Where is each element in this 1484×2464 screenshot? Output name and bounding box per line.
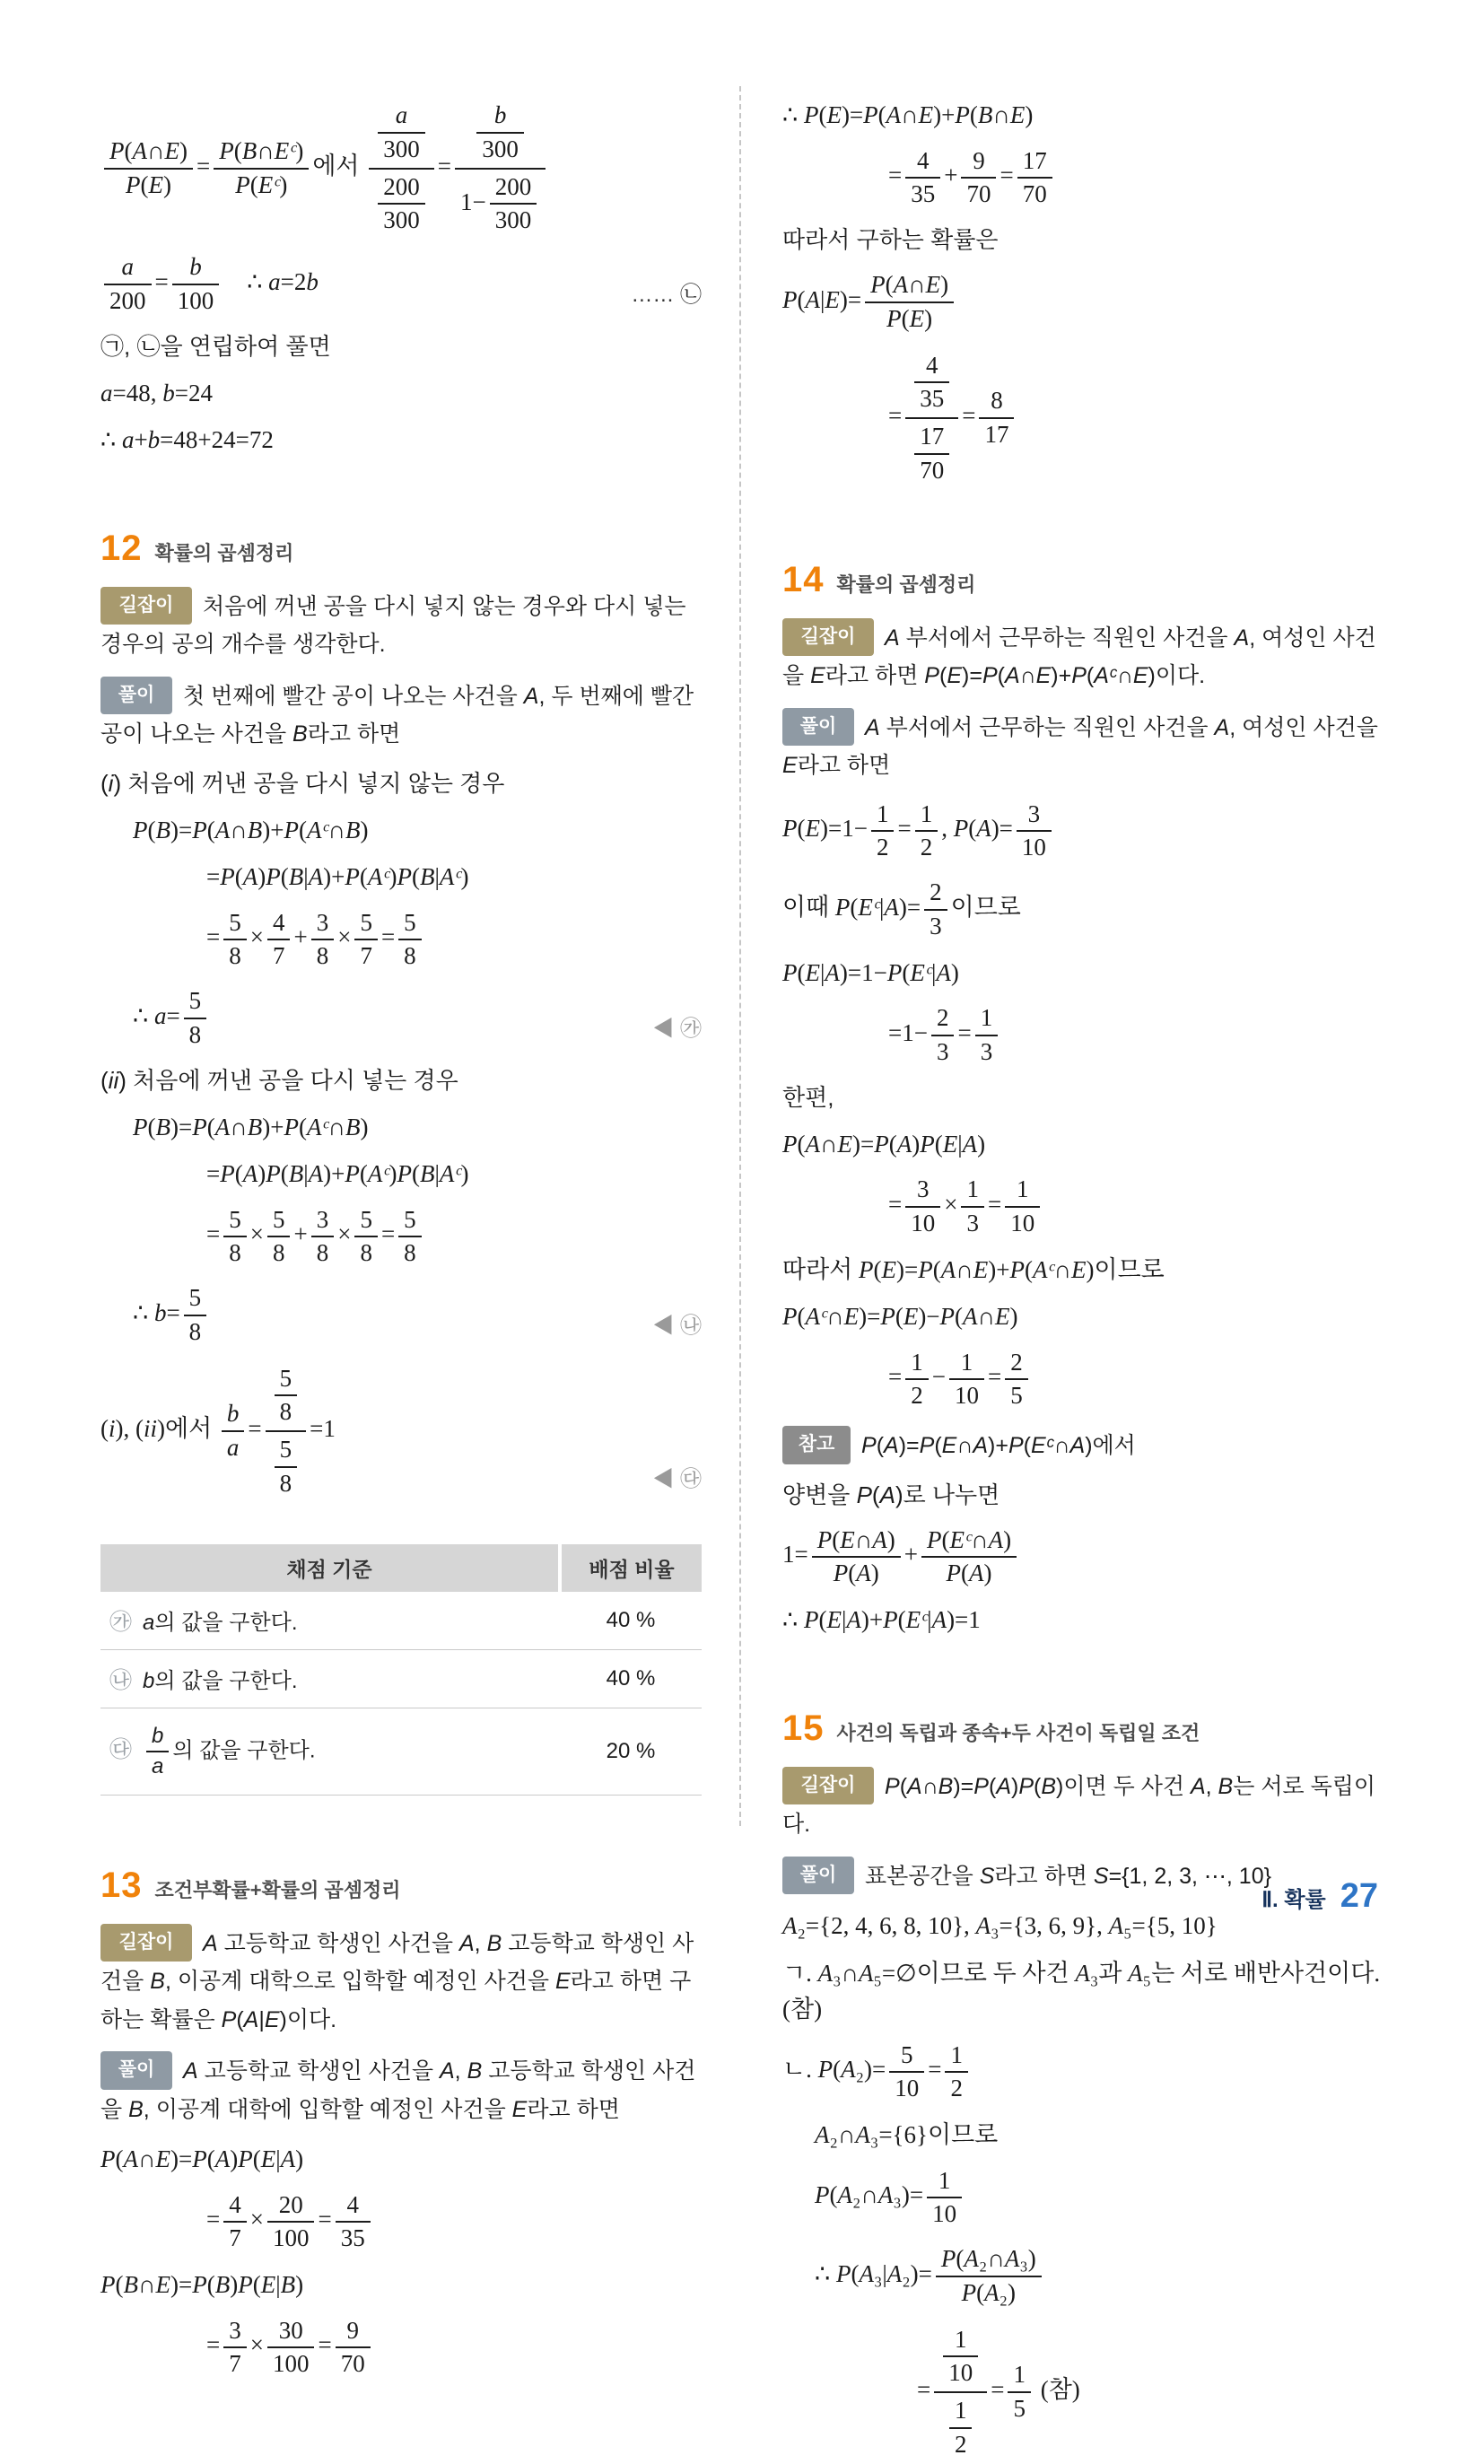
solution-line	[100, 2267, 702, 2303]
solution-line	[782, 1080, 1384, 1115]
fraction: $\frac{1}{10}$	[1005, 1175, 1040, 1239]
problem-title: 사건의 독립과 종속+두 사건이 독립일 조건	[836, 1721, 1200, 1744]
solution-line	[100, 2189, 702, 2257]
line-text: $\frac{a}{200}$ = $\frac{b}{100}$ ∴ a=2b	[100, 268, 319, 295]
fraction	[934, 2323, 987, 2462]
fraction: $\frac{1}{5}$	[1008, 2360, 1031, 2425]
line-text: = $\frac{3}{7}$ × $\frac{30}{100}$ = $\frac{9}{70}$	[206, 2331, 374, 2358]
problem-number: 15	[782, 1708, 825, 1748]
guide-badge: 길잡이	[782, 1767, 874, 1805]
labeled-paragraph	[782, 1426, 1384, 1465]
line-text: ∴ P(E)=P(A∩E)+P(B∩E)	[782, 101, 1034, 128]
line-text: P(A|E)= $\frac{P(A\cap E)}{P(E)}$	[782, 286, 957, 313]
solution-line	[782, 2164, 1384, 2232]
solution-line	[100, 859, 702, 896]
line-text: = $\frac{5}{8}$ × $\frac{5}{8}$ + $\frac{3}{8}$ × $\frac{5}{8}$ = $\frac{5}{8}$	[206, 1220, 425, 1247]
fraction: $\frac{5}{8}$	[398, 908, 422, 973]
fraction: $\frac{a}{300}$	[378, 100, 425, 165]
solution-line	[782, 1602, 1384, 1638]
line-text: (i) 처음에 꺼낸 공을 다시 넣지 않는 경우	[100, 769, 505, 797]
line-text: 처음에 꺼낸 공을 다시 넣지 않는 경우와 다시 넣는 경우의 공의 개수를 생각한다.	[100, 593, 686, 657]
line-text: =1− $\frac{2}{3}$ = $\frac{1}{3}$	[888, 1019, 1001, 1046]
fraction: $\frac{b}{300}$ 1− $\frac{200}{300}$	[455, 99, 546, 238]
solution-line	[100, 2314, 702, 2382]
line-text: (i), (ii)에서 $\frac{b}{a}$ = $\frac{\frac{5}{8}}{\frac{5}{8}}$ =1	[100, 1415, 336, 1442]
fraction	[905, 349, 958, 488]
solution-line	[782, 1173, 1384, 1241]
fraction: $\frac{5}{8}$	[267, 1205, 291, 1270]
line-text: = $\frac{5}{8}$ × $\frac{4}{7}$ + $\frac{3}{8}$ × $\frac{5}{7}$ = $\frac{5}{8}$	[206, 923, 425, 950]
solution-line	[100, 766, 702, 801]
fraction: $\frac{\text{P(Eᶜ∩A)}}{P(A)}$	[921, 1525, 1017, 1590]
line-text: 양변을 P(A)로 나누면	[782, 1481, 1000, 1508]
fraction: $\frac{1}{10}$	[949, 1348, 984, 1412]
problem-14	[782, 560, 1384, 1638]
solution-line	[100, 812, 702, 849]
line-text: ㄴ. P(A₂)= $\frac{5}{10}$ = $\frac{1}{2}$	[782, 2056, 972, 2083]
line-text: P(E|A)=1−P(Eᶜ|A)	[782, 958, 959, 986]
score-cell: 20 %	[560, 1708, 702, 1795]
score-table-header	[100, 1544, 702, 1592]
line-text: P(B)=P(A∩B)+P(Aᶜ∩B)	[133, 1113, 369, 1140]
fraction: $\frac{3}{10}$	[1017, 799, 1052, 864]
labeled-paragraph	[782, 708, 1384, 785]
score-table-row	[100, 1592, 702, 1650]
score-table-row	[100, 1708, 702, 1795]
line-text: = $\frac{4}{35}$ + $\frac{9}{70}$ = $\frac{17}{70}$	[888, 162, 1056, 188]
fraction: $\frac{P(A\cap E)}{P(E)}$	[865, 270, 954, 335]
answer-tag: …… ㉡	[631, 282, 702, 307]
line-text: ∴ b= $\frac{5}{8}$	[133, 1299, 210, 1326]
problem-header	[100, 529, 702, 569]
line-text: =P(A)P(B|A)+P(Aᶜ)P(B|Aᶜ)	[206, 863, 469, 890]
fraction: $\frac{5}{8}$	[354, 1205, 378, 1270]
solution-line	[782, 1001, 1384, 1070]
fraction: $\frac{9}{70}$	[961, 146, 996, 211]
score-table	[100, 1544, 702, 1796]
solution-line	[782, 1346, 1384, 1414]
fraction: $\frac{5}{8}$	[275, 1435, 298, 1499]
solution-line	[782, 1298, 1384, 1335]
fraction: $\frac{3}{10}$	[905, 1175, 940, 1239]
fraction: $\frac{2}{3}$	[931, 1003, 955, 1068]
line-text: ㄱ. A₃∩A₅=∅이므로 두 사건 A₃과 A₅는 서로 배반사건이다. (참)	[782, 1959, 1381, 2023]
problem-15	[782, 1708, 1384, 2464]
fraction: $\frac{3}{7}$	[223, 2316, 247, 2381]
footer-section-label: Ⅱ. 확률	[1261, 1888, 1326, 1912]
line-text: = $\frac{\frac{1}{10}}{\frac{1}{2}}$ = $\frac{1}{5}$ (참)	[917, 2376, 1080, 2403]
line-text: 따라서 구하는 확률은	[782, 226, 999, 253]
line-text: 한편,	[782, 1083, 834, 1111]
solution-line	[100, 97, 702, 240]
fraction: $\frac{5}{7}$	[354, 908, 378, 973]
note-badge: 참고	[782, 1426, 851, 1464]
fraction: $\frac{1}{2}$	[945, 2040, 968, 2105]
solution-line	[100, 1281, 702, 1350]
fraction: $\frac{b}{100}$	[172, 252, 220, 317]
fraction: $\frac{b}{a}$	[146, 1723, 169, 1780]
answer-tag: ◀ ㉰	[652, 1466, 702, 1491]
solution-line	[782, 876, 1384, 944]
line-text: =P(A)P(B|A)+P(Aᶜ)P(B|Aᶜ)	[206, 1160, 469, 1187]
line-text: = $\frac{3}{10}$ × $\frac{1}{3}$ = $\frac{1}{10}$	[888, 1191, 1043, 1218]
left-column	[100, 86, 739, 2378]
line-text: ㉠, ㉡을 연립하여 풀면	[100, 332, 331, 360]
solution-line	[100, 250, 702, 319]
solution-line	[782, 97, 1384, 134]
line-text: (ii) 처음에 꺼낸 공을 다시 넣는 경우	[100, 1066, 458, 1094]
line-text: A 부서에서 근무하는 직원인 사건을 A, 여성인 사건을 E라고 하면 P(E)=P(A∩E)+P(Aᶜ∩E)이다.	[782, 625, 1376, 688]
line-text: 따라서 P(E)=P(A∩E)+P(Aᶜ∩E)이므로	[782, 1255, 1165, 1283]
problem-12	[100, 529, 702, 1503]
line-text: P(A∩B)=P(A)P(B)이면 두 사건 A, B는 서로 독립이다.	[782, 1773, 1376, 1837]
line-text: A 고등학교 학생인 사건을 A, B 고등학교 학생인 사건을 B, 이공계 대학에 입학할 예정인 사건을 E라고 하면	[100, 2058, 696, 2122]
problem-number: 12	[100, 528, 143, 568]
line-text: ∴ a+b=48+24=72	[100, 426, 274, 453]
score-table-section	[100, 1544, 702, 1796]
fraction: $\frac{1}{2}$	[949, 2396, 973, 2460]
guide-badge: 길잡이	[782, 618, 874, 657]
line-text: P(A∩E)=P(A)P(E|A)	[100, 2145, 304, 2172]
solution-line	[100, 422, 702, 459]
solution-line	[100, 1109, 702, 1146]
solution-line	[782, 144, 1384, 213]
guide-badge: 길잡이	[100, 587, 192, 625]
circled-mark: ㉰	[109, 1736, 133, 1762]
circled-mark: ㉯	[109, 1667, 133, 1693]
line-text: P(Aᶜ∩E)=P(E)−P(A∩E)	[782, 1303, 1018, 1330]
line-text: A₂={2, 4, 6, 8, 10}, A₃={3, 6, 9}, A₅={5, 10}	[782, 1912, 1218, 1939]
solution-line	[100, 1156, 702, 1193]
fraction: $\frac{2}{3}$	[924, 878, 947, 942]
solution-line	[782, 2321, 1384, 2464]
line-text: a=48, b=24	[100, 379, 213, 406]
solution-line	[100, 906, 702, 974]
fraction: $\frac{5}{8}$	[275, 1364, 298, 1429]
problem-title: 확률의 곱셈정리	[836, 572, 976, 596]
solution-badge: 풀이	[100, 677, 172, 715]
fraction: $\frac{17}{70}$	[914, 422, 949, 486]
fraction: $\frac{4}{35}$	[905, 146, 940, 211]
solution-line	[100, 375, 702, 412]
continued-solution	[100, 97, 702, 459]
fraction: $\frac{3}{8}$	[311, 1205, 335, 1270]
solution-badge: 풀이	[782, 708, 854, 747]
page-footer	[1261, 1877, 1378, 1916]
problem-header	[782, 560, 1384, 600]
fraction: $\frac{4}{7}$	[223, 2190, 247, 2255]
fraction: $\frac{200}{300}$	[378, 172, 425, 237]
line-text: 표본공간을 S라고 하면 S={1, 2, 3, ⋯, 10}	[865, 1863, 1271, 1889]
solution-line	[782, 798, 1384, 866]
fraction: $\frac{4}{35}$	[914, 351, 949, 415]
solution-line	[782, 1524, 1384, 1592]
labeled-paragraph	[782, 618, 1384, 695]
fraction: $\frac{4}{35}$	[336, 2190, 371, 2255]
fraction: $\frac{5}{8}$	[398, 1205, 422, 1270]
fraction: $\frac{1}{3}$	[975, 1003, 999, 1068]
line-text: ∴ P(A₃|A₂)= $\frac{\text{P(A₂∩A₃)}}{\text{P(A₂)}}$	[815, 2260, 1045, 2287]
line-text: A₂∩A₃={6}이므로	[815, 2121, 999, 2148]
fraction: $\frac{1}{10}$	[943, 2325, 978, 2390]
line-text: P(B∩E)=P(B)P(E|B)	[100, 2271, 304, 2298]
fraction: $\frac{30}{100}$	[267, 2316, 315, 2381]
criteria-cell: ㉰ $\frac{b}{a}$ 의 값을 구한다.	[100, 1708, 560, 1795]
fraction: $\frac{4}{7}$	[267, 908, 291, 973]
labeled-paragraph	[100, 677, 702, 754]
fraction: $\frac{5}{8}$	[223, 908, 247, 973]
fraction: $\frac{1}{2}$	[905, 1348, 929, 1412]
fraction: $\frac{P(E\cap A)}{P(A)}$	[812, 1525, 901, 1590]
solution-line	[100, 329, 702, 364]
line-text: 이때 P(Eᶜ|A)= $\frac{2}{3}$ 이므로	[782, 894, 1021, 921]
score-header: 배점 비율	[560, 1544, 702, 1592]
fraction: $\frac{1}{2}$	[915, 799, 938, 864]
solution-line	[100, 1360, 702, 1503]
line-text: ∴ P(E|A)+P(Eᶜ|A)=1	[782, 1606, 981, 1633]
solution-badge: 풀이	[782, 1857, 854, 1895]
problem-title: 조건부확률+확률의 곱셈정리	[154, 1878, 401, 1901]
line-text: 첫 번째에 빨간 공이 나오는 사건을 A, 두 번째에 빨간 공이 나오는 사건을 B라고 하면	[100, 683, 694, 747]
continued-solution	[782, 97, 1384, 490]
fraction: $\frac{P(A\cap E)}{P(E)}$	[104, 136, 193, 201]
line-text: = $\frac{4}{7}$ × $\frac{20}{100}$ = $\frac{4}{35}$	[206, 2206, 374, 2232]
solution-line	[100, 1063, 702, 1098]
solution-line	[782, 1478, 1384, 1513]
line-text: P(E)=1− $\frac{1}{2}$ = $\frac{1}{2}$ , P(A)= $\frac{3}{10}$	[782, 815, 1055, 842]
answer-tag: ◀ ㉯	[652, 1313, 702, 1338]
score-cell: 40 %	[560, 1592, 702, 1650]
labeled-paragraph	[782, 1767, 1384, 1844]
problem-title: 확률의 곱셈정리	[154, 541, 294, 564]
solution-line	[100, 2141, 702, 2178]
score-table-row	[100, 1649, 702, 1708]
fraction: $\frac{\text{P(B∩Eᶜ)}}{\text{P(Eᶜ)}}$	[214, 136, 309, 201]
solution-line	[782, 347, 1384, 490]
criteria-cell: ㉮ a의 값을 구한다.	[100, 1592, 560, 1650]
problem-header	[782, 1708, 1384, 1749]
solution-line	[782, 1955, 1384, 2028]
footer-page-number: 27	[1340, 1877, 1378, 1915]
criteria-cell: ㉯ b의 값을 구한다.	[100, 1649, 560, 1708]
fraction: $\frac{5}{8}$	[184, 1283, 207, 1348]
problem-13	[100, 1865, 702, 2382]
guide-badge: 길잡이	[100, 1924, 192, 1962]
solution-line	[782, 268, 1384, 336]
fraction: $\frac{1}{2}$	[871, 799, 895, 864]
line-text: P(A∩E)=P(A)P(E|A)	[782, 1130, 986, 1158]
problem-header	[100, 1865, 702, 1906]
labeled-paragraph	[100, 2051, 702, 2128]
fraction: $\frac{b}{a}$	[222, 1399, 245, 1464]
fraction	[369, 99, 434, 238]
line-text: P(A₂∩A₃)= $\frac{1}{10}$	[815, 2181, 965, 2208]
solution-line	[782, 1252, 1384, 1289]
solution-line	[782, 2039, 1384, 2107]
solution-line	[782, 1126, 1384, 1163]
fraction: $\frac{17}{70}$	[1017, 146, 1052, 211]
labeled-paragraph	[100, 587, 702, 664]
fraction: $\frac{2}{5}$	[1005, 1348, 1028, 1412]
line-text: P(A)=P(E∩A)+P(Eᶜ∩A)에서	[861, 1433, 1136, 1458]
fraction: $\frac{5}{8}$	[184, 986, 207, 1051]
problem-number: 13	[100, 1865, 143, 1905]
solution-line	[782, 955, 1384, 992]
line-text: A 고등학교 학생인 사건을 A, B 고등학교 학생인 사건을 B, 이공계 대학으로 입학할 예정인 사건을 E라고 하면 구하는 확률은 P(A|E)이다.	[100, 1930, 694, 2032]
labeled-paragraph	[100, 1924, 702, 2040]
solution-line	[782, 2117, 1384, 2154]
fraction: $\frac{a}{200}$	[104, 252, 152, 317]
line-text: ∴ a= $\frac{5}{8}$	[133, 1002, 210, 1029]
solution-line	[100, 984, 702, 1053]
fraction: $\frac{5}{10}$	[889, 2040, 924, 2105]
problem-number: 14	[782, 559, 825, 599]
solution-line	[100, 1203, 702, 1271]
line-text: = $\frac{\frac{4}{35}}{\frac{17}{70}}$ = $\frac{8}{17}$	[888, 402, 1017, 429]
fraction: $\frac{1}{3}$	[961, 1175, 984, 1239]
solution-line	[782, 223, 1384, 258]
circled-mark: ㉮	[109, 1609, 133, 1635]
fraction: $\frac{5}{8}$	[223, 1205, 247, 1270]
answer-tag: ◀ ㉮	[652, 1016, 702, 1041]
criteria-header: 채점 기준	[100, 1544, 560, 1592]
fraction: $\frac{b}{300}$	[476, 100, 524, 165]
solution-line	[782, 2242, 1384, 2311]
fraction: $\frac{1}{10}$	[927, 2166, 962, 2231]
fraction: $\frac{\text{P(A₂∩A₃)}}{\text{P(A₂)}}$	[936, 2244, 1042, 2309]
fraction: $\frac{9}{70}$	[336, 2316, 371, 2381]
fraction: $\frac{3}{8}$	[311, 908, 335, 973]
fraction: $\frac{20}{100}$	[267, 2190, 315, 2255]
fraction: $\frac{8}{17}$	[979, 386, 1014, 450]
line-text: P(B)=P(A∩B)+P(Aᶜ∩B)	[133, 816, 369, 843]
fraction: $\frac{200}{300}$	[490, 172, 537, 237]
score-cell: 40 %	[560, 1649, 702, 1708]
fraction	[266, 1362, 307, 1501]
line-text: A 부서에서 근무하는 직원인 사건을 A, 여성인 사건을 E라고 하면	[782, 714, 1378, 778]
line-text: 1= $\frac{P(E\cap A)}{P(A)}$ + $\frac{\text{P(Eᶜ∩A)}}{P(A)}$	[782, 1541, 1020, 1568]
line-text: $\frac{P(A\cap E)}{P(E)}$ = $\frac{\text{P(B∩Eᶜ)}}{\text{P(Eᶜ)}}$ 에서 $\frac{\frac{a}{300}}{\frac{200}{300}}$ = $\frac{b}{300}$ 1− $\frac{200}{300}$	[100, 153, 549, 179]
solution-badge: 풀이	[100, 2051, 172, 2090]
line-text: = $\frac{1}{2}$ − $\frac{1}{10}$ = $\frac{2}{5}$	[888, 1363, 1032, 1390]
